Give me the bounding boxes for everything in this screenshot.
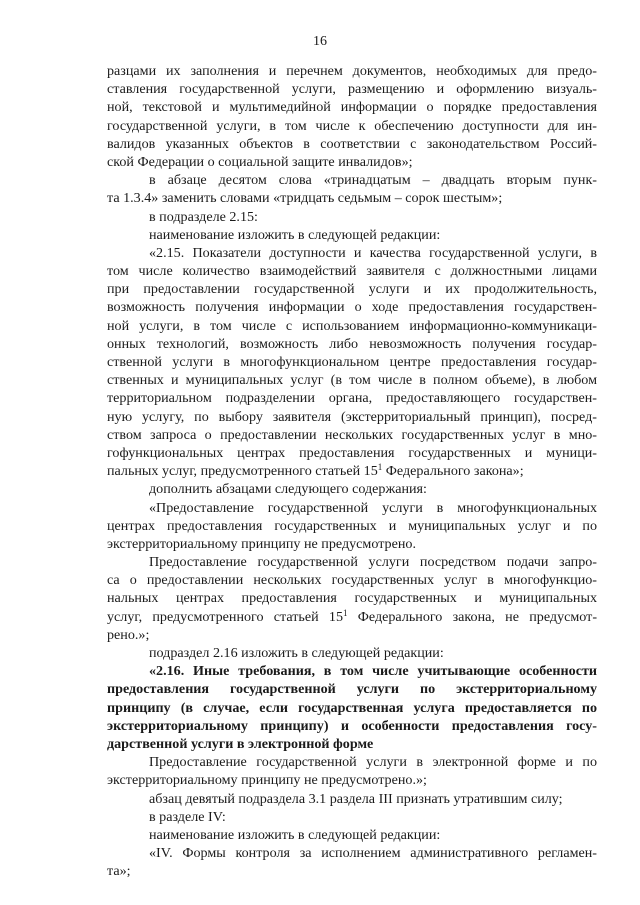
line-text: ственных и муниципальных услуг (в том числе в полном объеме), в любом — [107, 372, 597, 389]
text-line — [107, 589, 597, 607]
page-number: 16 — [313, 34, 327, 49]
line-text: дарственной услуги в электронной форме — [107, 735, 374, 752]
text-line — [107, 553, 597, 571]
line-text: центрах предоставления государственных и муниципальных услуг и по — [107, 517, 597, 534]
text-line — [107, 317, 597, 335]
text-line — [107, 790, 597, 808]
text-line — [107, 844, 597, 862]
text-line — [107, 135, 597, 153]
text-line — [107, 753, 597, 771]
text-line — [107, 444, 597, 462]
line-text: в подразделе 2.15: — [149, 208, 258, 225]
text-line — [107, 80, 597, 98]
line-text: возможность получения информации о ходе предоставления государствен- — [107, 299, 597, 316]
line-text: «2.15. Показатели доступности и качества государственной услуги, в — [149, 244, 597, 261]
text-line — [107, 626, 597, 644]
line-text: экстерриториальному принципу не предусмотрено. — [107, 535, 416, 552]
line-text: в абзаце десятом слова «тринадцатым – двадцать вторым пунк- — [149, 172, 597, 189]
line-text: абзац девятый подраздела 3.1 раздела III признать утратившим силу; — [149, 790, 563, 807]
text-line — [107, 189, 597, 207]
line-text: та»; — [107, 863, 131, 880]
line-text: ственной услуги в многофункциональном центре предоставления государ- — [107, 354, 597, 370]
text-line — [107, 117, 597, 135]
line-text: услуг, предусмотренного статьей 15 — [107, 608, 343, 625]
text-line — [107, 226, 597, 244]
line-text: в разделе IV: — [149, 808, 226, 825]
line-text: нальных центрах предоставления государственных и муниципальных — [107, 590, 597, 607]
text-line — [107, 171, 597, 189]
line-text: са о предоставлении нескольких государственных услуг в многофункцио- — [107, 572, 597, 589]
line-text: при предоставлении государственной услуги и их продолжительность, — [107, 281, 597, 298]
text-line — [107, 717, 597, 735]
line-text: ской Федерации о социальной защите инвалидов»; — [107, 153, 413, 170]
text-line — [107, 426, 597, 444]
text-line — [107, 499, 597, 517]
line-text: Предоставление государственной услуги в электронной форме и по — [149, 754, 597, 771]
text-line — [107, 244, 597, 262]
text-line — [107, 298, 597, 316]
text-line — [107, 680, 597, 698]
line-text: экстерриториальному принципу) и особенности предоставления госу- — [107, 717, 597, 734]
text-line — [107, 262, 597, 280]
text-line — [107, 462, 597, 480]
text-line — [107, 371, 597, 389]
line-text: ную услугу, по выбору заявителя (экстерриториальный принцип), посред- — [107, 408, 597, 425]
line-text: ной, текстовой и мультимедийной информации о порядке предоставления — [107, 99, 597, 116]
text-line — [107, 98, 597, 116]
line-text: та 1.3.4» заменить словами «тридцать седьмым – сорок шестым»; — [107, 190, 503, 207]
line-text: «IV. Формы контроля за исполнением административного регламен- — [149, 845, 597, 862]
text-line — [107, 408, 597, 426]
line-text: онных технологий, возможность либо невозможность получения государ- — [107, 335, 597, 352]
line-text: том числе количество взаимодействий заявителя с должностными лицами — [107, 263, 597, 280]
text-line — [107, 335, 597, 353]
line-text: экстерриториальному принципу не предусмотрено.»; — [107, 772, 427, 789]
line-text: государственной услуги, в том числе к обеспечению доступности для ин- — [107, 117, 597, 134]
text-line — [107, 699, 597, 717]
line-text: предоставления государственной услуги по экстерриториальному — [107, 681, 597, 698]
text-line — [107, 280, 597, 298]
text-line — [107, 517, 597, 535]
text-line — [107, 735, 597, 753]
text-line — [107, 662, 597, 680]
line-text: подраздел 2.16 изложить в следующей редакции: — [149, 645, 444, 661]
line-text: гофункциональных центрах предоставления государственных и муници- — [107, 444, 597, 461]
line-text: ством запроса о предоставлении нескольких государственных услуг в мно- — [107, 426, 597, 443]
text-line — [107, 808, 597, 826]
line-text: ставления государственной услуги, размещению и оформлению визуаль- — [107, 81, 597, 98]
superscript: 1 — [343, 607, 348, 618]
text-line — [107, 826, 597, 844]
line-text: рено.»; — [107, 626, 150, 643]
line-text: дополнить абзацами следующего содержания: — [149, 481, 427, 498]
document-body — [107, 62, 597, 880]
text-line — [107, 153, 597, 171]
text-line — [107, 480, 597, 498]
text-line — [107, 771, 597, 789]
line-text: наименование изложить в следующей редакции: — [149, 826, 441, 843]
line-text: территориальном подразделении органа, предоставляющего государствен- — [107, 390, 597, 407]
text-line — [107, 353, 597, 371]
line-text: Предоставление государственной услуги посредством подачи запро- — [149, 554, 597, 571]
text-line — [107, 608, 597, 626]
line-text: «Предоставление государственной услуги в многофункциональных — [149, 499, 597, 516]
text-line — [107, 571, 597, 589]
text-line — [107, 535, 597, 553]
text-line — [107, 62, 597, 80]
text-line — [107, 862, 597, 880]
text-line — [107, 644, 597, 662]
superscript: 1 — [377, 462, 383, 473]
line-text: разцами их заполнения и перечнем документов, необходимых для предо- — [107, 63, 597, 79]
line-text: «2.16. Иные требования, в том числе учитывающие особенности — [149, 663, 597, 680]
text-line — [107, 389, 597, 407]
line-text: принципу (в случае, если государственная услуга предоставляется по — [107, 699, 597, 716]
line-text: валидов указанных объектов в соответствии с законодательством Россий- — [107, 135, 597, 152]
line-text-after: Федерального закона, не предусмот- — [347, 608, 598, 625]
line-text-after: Федерального закона»; — [382, 463, 524, 480]
line-text: ной услуги, в том числе с использованием информационно-коммуникаци- — [107, 317, 597, 334]
line-text: пальных услуг, предусмотренного статьей 15 — [107, 463, 378, 480]
text-line — [107, 208, 597, 226]
line-text: наименование изложить в следующей редакции: — [149, 226, 441, 243]
